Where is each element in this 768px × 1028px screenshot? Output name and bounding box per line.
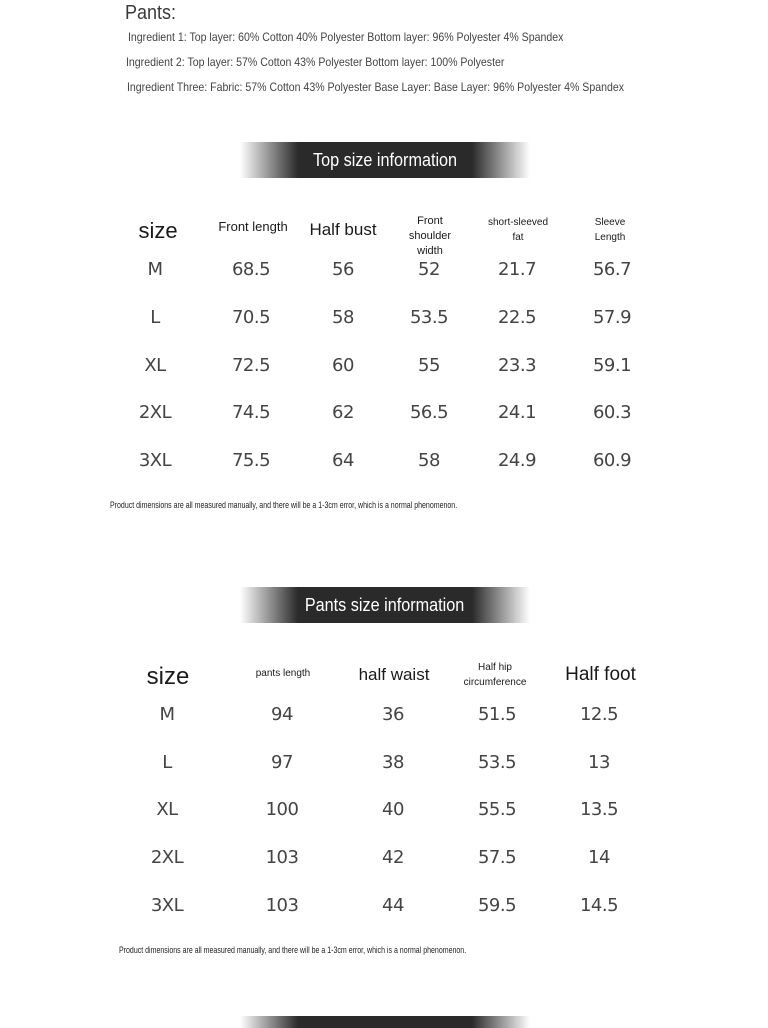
table-cell: 14 xyxy=(588,847,610,868)
table-cell: 74.5 xyxy=(231,402,271,423)
table-cell: 55 xyxy=(418,355,440,376)
table-cell: 94 xyxy=(271,704,293,725)
table-cell: 62 xyxy=(332,402,354,423)
table-cell: 52 xyxy=(418,259,440,280)
table-cell: 53.5 xyxy=(409,307,449,328)
table-cell: 12.5 xyxy=(579,704,619,725)
table-cell: 3XL xyxy=(150,895,184,916)
table-cell: 70.5 xyxy=(231,307,271,328)
table-cell: 36 xyxy=(382,704,404,725)
table-cell: 23.3 xyxy=(497,355,537,376)
table-cell: 103 xyxy=(265,847,299,868)
table-cell: 51.5 xyxy=(477,704,517,725)
table-cell: L xyxy=(162,752,172,773)
table-cell: 58 xyxy=(332,307,354,328)
pants-size-banner-text: Pants size information xyxy=(305,595,465,615)
table-cell: 103 xyxy=(265,895,299,916)
pants-header-half-foot: Half foot xyxy=(565,664,636,685)
table-cell: 58 xyxy=(418,450,440,471)
top-size-banner xyxy=(240,142,530,178)
table-cell: 13.5 xyxy=(579,799,619,820)
ingredient-1: Ingredient 1: Top layer: 60% Cotton 40% Polyester Bottom layer: 96% Polyester 4% Spandex xyxy=(128,30,564,44)
table-cell: 59.5 xyxy=(477,895,517,916)
pants-header-pants-length: pants length xyxy=(255,668,311,679)
table-cell: 75.5 xyxy=(231,450,271,471)
ingredient-3: Ingredient Three: Fabric: 57% Cotton 43% Polyester Base Layer: Base Layer: 96% Polyester 4% Spandex xyxy=(127,80,624,94)
table-cell: 56 xyxy=(332,259,354,280)
table-cell: 2XL xyxy=(150,847,184,868)
top-header-front-shoulder-width: Front shoulder width xyxy=(408,215,452,257)
top-header-half-bust: Half bust xyxy=(309,220,377,239)
top-header-size: size xyxy=(138,218,178,243)
table-cell: 57.9 xyxy=(592,307,632,328)
table-cell: 57.5 xyxy=(477,847,517,868)
table-cell: 24.9 xyxy=(497,450,537,471)
table-cell: 22.5 xyxy=(497,307,537,328)
table-cell: 13 xyxy=(588,752,610,773)
table-cell: 56.5 xyxy=(409,402,449,423)
table-cell: 56.7 xyxy=(592,259,632,280)
table-cell: 53.5 xyxy=(477,752,517,773)
table-cell: 100 xyxy=(265,799,299,820)
ingredient-2: Ingredient 2: Top layer: 57% Cotton 43% Polyester Bottom layer: 100% Polyester xyxy=(126,55,505,69)
table-cell: XL xyxy=(144,355,166,376)
pants-header-size: size xyxy=(146,663,190,690)
table-cell: L xyxy=(150,307,160,328)
top-header-sleeve-length: Sleeve Length xyxy=(594,217,626,243)
table-cell: 3XL xyxy=(138,450,172,471)
table-cell: 24.1 xyxy=(497,402,537,423)
top-table-note: Product dimensions are all measured manually, and there will be a 1-3cm error, which is a normal phenomenon. xyxy=(110,500,458,510)
top-header-front-length: Front length xyxy=(218,219,288,234)
table-cell: 60.9 xyxy=(592,450,632,471)
table-cell: M xyxy=(147,259,163,280)
table-cell: 72.5 xyxy=(231,355,271,376)
table-cell: 68.5 xyxy=(231,259,271,280)
table-cell: 40 xyxy=(382,799,404,820)
table-cell: 2XL xyxy=(138,402,172,423)
table-cell: 60 xyxy=(332,355,354,376)
pants-title: Pants: xyxy=(125,2,177,24)
table-cell: M xyxy=(159,704,175,725)
table-cell: 42 xyxy=(382,847,404,868)
table-cell: 44 xyxy=(382,895,404,916)
pants-size-banner xyxy=(240,587,530,623)
table-cell: 21.7 xyxy=(497,259,537,280)
pants-header-half-waist: half waist xyxy=(358,665,430,684)
pants-table-note: Product dimensions are all measured manually, and there will be a 1-3cm error, which is a normal phenomenon. xyxy=(119,945,467,955)
next-section-banner xyxy=(240,1016,530,1028)
table-cell: 14.5 xyxy=(579,895,619,916)
table-cell: 59.1 xyxy=(592,355,632,376)
table-cell: 64 xyxy=(332,450,354,471)
table-cell: 97 xyxy=(271,752,293,773)
top-header-short-sleeved-fat: short-sleeved fat xyxy=(487,217,549,243)
table-cell: XL xyxy=(156,799,178,820)
pants-header-half-hip: Half hip circumference xyxy=(463,662,527,688)
table-cell: 55.5 xyxy=(477,799,517,820)
table-cell: 60.3 xyxy=(592,402,632,423)
top-size-banner-text: Top size information xyxy=(312,150,458,170)
table-cell: 38 xyxy=(382,752,404,773)
